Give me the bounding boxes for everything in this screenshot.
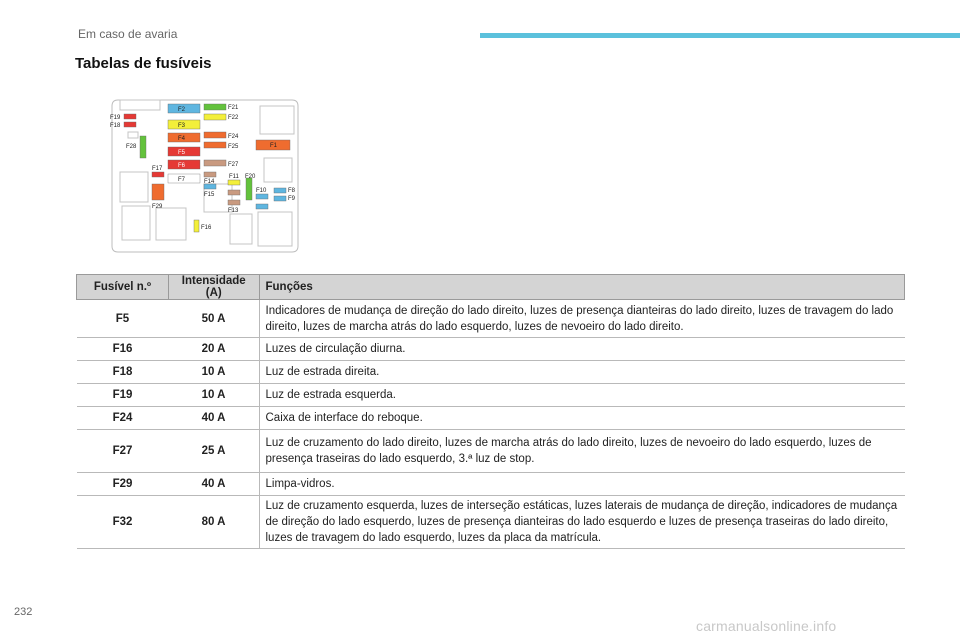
fuse-amperage: 20 A <box>169 338 260 361</box>
label-f2: F2 <box>178 107 186 113</box>
fuse-function: Caixa de interface do reboque. <box>259 407 905 430</box>
fuse-amperage: 80 A <box>169 496 260 549</box>
fuse-function: Luz de estrada esquerda. <box>259 384 905 407</box>
label-f11: F11 <box>229 174 239 180</box>
fuse-amperage: 40 A <box>169 407 260 430</box>
fuse-number: F27 <box>77 430 169 473</box>
fuse-amperage: 50 A <box>169 300 260 338</box>
label-f15: F15 <box>204 192 215 198</box>
header-amperage: Intensidade (A) <box>169 275 260 300</box>
label-f28: F28 <box>126 144 137 150</box>
fuse-amperage: 10 A <box>169 361 260 384</box>
page-title: Tabelas de fusíveis <box>75 55 212 72</box>
fuse-amperage: 40 A <box>169 473 260 496</box>
label-f10: F10 <box>256 188 267 194</box>
label-f5: F5 <box>178 150 186 156</box>
table-row <box>77 384 905 407</box>
label-f16: F16 <box>201 225 212 231</box>
fuse-function: Indicadores de mudança de direção do lado direito, luzes de presença dianteiras do lado direito, luzes de travagem do lado direito, luzes de marcha atrás do lado esquerdo, luzes de nevoeiro do lado direito. <box>259 300 905 338</box>
table-row <box>77 361 905 384</box>
label-f14: F14 <box>204 179 215 185</box>
label-f6: F6 <box>178 163 186 169</box>
label-f29: F29 <box>152 204 163 210</box>
label-f13: F13 <box>228 208 239 214</box>
fuse-function: Limpa-vidros. <box>259 473 905 496</box>
fuse-number: F29 <box>77 473 169 496</box>
label-f17: F17 <box>152 166 163 172</box>
label-f21: F21 <box>228 105 239 111</box>
fuse-function: Luz de cruzamento esquerda, luzes de interseção estáticas, luzes laterais de mudança de direção, indicadores de mudança de direção do lado esquerdo, luzes de presença dianteiras do lado esquerdo e luzes de presença traseiras do lado direito, luzes de travagem do lado esquerdo, luzes da placa da matrícula. <box>259 496 905 549</box>
fuse-number: F32 <box>77 496 169 549</box>
label-f8: F8 <box>288 188 296 194</box>
fuse-function: Luzes de circulação diurna. <box>259 338 905 361</box>
label-f4: F4 <box>178 136 186 142</box>
fuse-number: F16 <box>77 338 169 361</box>
table-row <box>77 300 905 338</box>
label-f1: F1 <box>270 143 278 149</box>
label-f22: F22 <box>228 115 239 121</box>
label-f20: F20 <box>245 174 256 180</box>
fuse-number: F24 <box>77 407 169 430</box>
fuse-amperage: 10 A <box>169 384 260 407</box>
fuse-function: Luz de estrada direita. <box>259 361 905 384</box>
table-row <box>77 407 905 430</box>
label-f24: F24 <box>228 134 239 140</box>
table-row <box>77 430 905 473</box>
table-row <box>77 473 905 496</box>
fuse-box-diagram <box>108 96 300 258</box>
fuse-number: F19 <box>77 384 169 407</box>
fuse-function: Luz de cruzamento do lado direito, luzes de marcha atrás do lado direito, luzes de nevoeiro do lado esquerdo, luzes de presença traseiras do lado esquerdo, 3.ª luz de stop. <box>259 430 905 473</box>
label-f25: F25 <box>228 144 239 150</box>
header-functions: Funções <box>259 275 905 300</box>
label-f18: F18 <box>110 123 121 129</box>
header-accent-bar <box>480 33 960 38</box>
label-f27: F27 <box>228 162 239 168</box>
table-header-row <box>77 275 905 300</box>
fuse-number: F5 <box>77 300 169 338</box>
section-header: Em caso de avaria <box>78 27 178 41</box>
fuse-table <box>76 274 905 549</box>
table-row <box>77 496 905 549</box>
label-f19: F19 <box>110 115 121 121</box>
fuse-number: F18 <box>77 361 169 384</box>
label-f9: F9 <box>288 196 296 202</box>
page-number: 232 <box>14 606 33 618</box>
header-fuse-number: Fusível n.º <box>77 275 169 300</box>
label-f3: F3 <box>178 123 186 129</box>
label-f7: F7 <box>178 177 186 183</box>
watermark: carmanualsonline.info <box>696 618 837 634</box>
fuse-amperage: 25 A <box>169 430 260 473</box>
table-row <box>77 338 905 361</box>
